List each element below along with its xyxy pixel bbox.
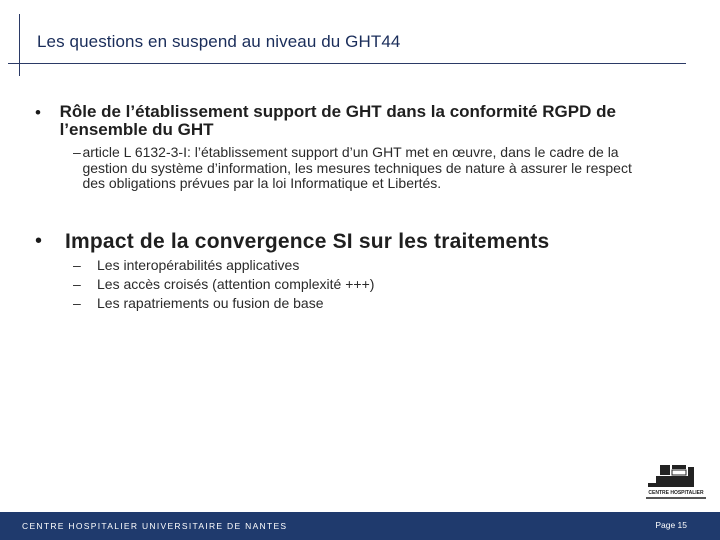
sub-bullet-text: Les interopérabilités applicatives (97, 257, 300, 273)
sub-bullet-item (73, 276, 374, 292)
footer-organization: CENTRE HOSPITALIER UNIVERSITAIRE DE NANTES (22, 521, 288, 531)
sub-bullet-item (73, 257, 374, 273)
logo-caption: CENTRE HOSPITALIER (648, 490, 704, 496)
page-number: Page 15 (655, 520, 687, 530)
sub-bullet-item (73, 295, 374, 311)
sub-bullet-item (73, 145, 653, 192)
vertical-rule (19, 14, 20, 76)
logo-underline (646, 497, 706, 499)
slide-title: Les questions en suspend au niveau du GHT44 (37, 32, 401, 51)
horizontal-rule (8, 63, 686, 64)
footer-bar (0, 512, 720, 540)
sub-bullet-text: Les accès croisés (attention complexité +++) (97, 276, 375, 292)
bullet-item-2 (35, 230, 675, 254)
sub-bullet-text: Les rapatriements ou fusion de base (97, 295, 324, 311)
sub-bullet-marker: – (73, 295, 81, 311)
sub-bullet-list (73, 257, 374, 314)
sub-bullet-text: article L 6132-3-I: l’établissement support d’un GHT met en œuvre, dans le cadre de la gestion du système d’information, les mesures techniques de nature à assurer le respect des obligations prévues par la loi Informatique et Libertés. (82, 144, 632, 191)
bullet-text: Rôle de l’établissement support de GHT dans la conformité RGPD de l’ensemble du GHT (59, 102, 616, 139)
bullet-marker: • (35, 103, 41, 122)
sub-bullet-marker: – (73, 276, 81, 292)
bullet-text: Impact de la convergence SI sur les traitements (65, 230, 550, 253)
bullet-item-1 (35, 103, 645, 139)
sub-bullet-marker: – (73, 144, 81, 160)
sub-bullet-marker: – (73, 257, 81, 273)
bullet-marker: • (35, 230, 43, 252)
